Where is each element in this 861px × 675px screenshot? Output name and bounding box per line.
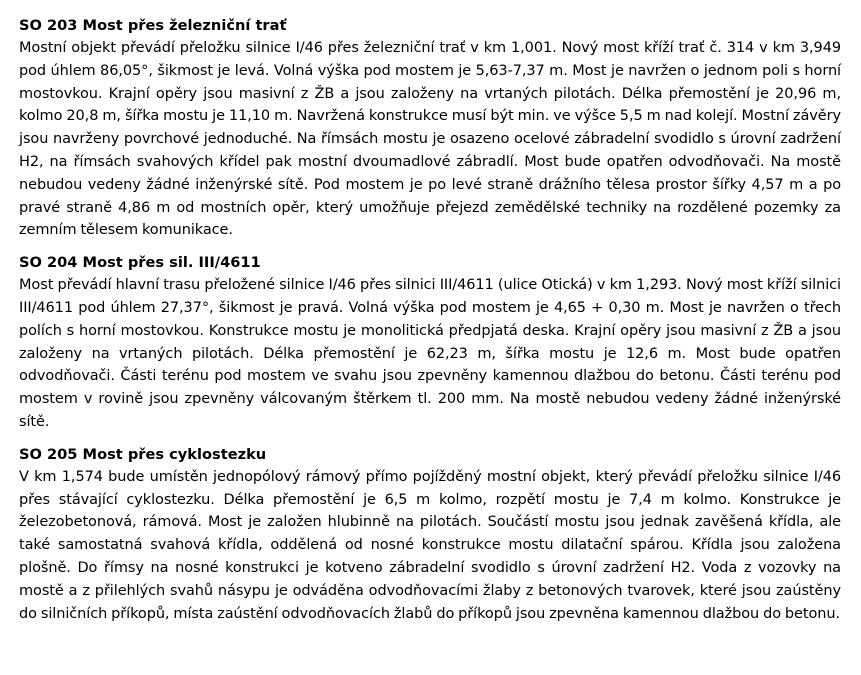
section-heading: SO 205 Most přes cyklostezku bbox=[19, 445, 267, 463]
section-so-203 bbox=[19, 16, 841, 242]
section-so-205 bbox=[19, 445, 841, 626]
section-so-204 bbox=[19, 253, 841, 434]
section-paragraph: V km 1,574 bude umístěn jednopólový rámový přímo pojížděný mostní objekt, který převádí přeložku silnice I/46 přes stávající cyklostezku. Délka přemostění je 6,5 m kolmo, rozpětí mostu je 7,4 m kolmo. Konstrukce je železobetonová, rámová. Most je založen hlubinně na pilotách. Součástí mostu jsou jednak zavěšená křídla, ale také samostatná svahová křídla, oddělená od nosné konstrukce mostu dilatační spárou. Křídla jsou založena plošně. Do římsy na nosné konstrukci je kotveno zábradelní svodidlo s úrovní zadržení H2. Voda z vozovky na mostě a z přilehlých svahů násypu je odváděna odvodňovacími žlaby z betonových tvarovek, které jsou zaústěny do silničních příkopů, místa zaústění odvodňovacích žlabů do příkopů jsou zpevněna kamennou dlažbou do betonu. bbox=[19, 468, 841, 622]
section-paragraph: Mostní objekt převádí přeložku silnice I/46 přes železniční trať v km 1,001. Nový most kříží trať č. 314 v km 3,949 pod úhlem 86,05°, šikmost je levá. Volná výška pod mostem je 5,63-7,37 m. Most je navržen o jednom poli s horní mostovkou. Krajní opěry jsou masivní z ŽB a jsou založeny na vrtaných pilotách. Délka přemostění je 20,96 m, kolmo 20,8 m, šířka mostu je 11,10 m. Navržená konstrukce musí být min. ve výšce 5,5 m nad kolejí. Mostní závěry jsou navrženy povrchové jednoduché. Na římsách mostu je osazeno ocelové zábradelní svodidlo s úrovní zadržení H2, na římsách svahových křídel pak mostní dvoumadlové zábradlí. Most bude opatřen odvodňovači. Na mostě nebudou vedeny žádné inženýrské sítě. Pod mostem je po levé straně drážního tělesa prostor šířky 4,57 m a po pravé straně 4,86 m od mostních opěr, který umožňuje přejezd zemědělské techniky na rozdělené pozemky za zemním tělesem komunikace. bbox=[19, 40, 841, 239]
section-heading: SO 204 Most přes sil. III/4611 bbox=[19, 254, 261, 272]
section-heading: SO 203 Most přes železniční trať bbox=[19, 17, 287, 34]
section-paragraph: Most převádí hlavní trasu přeložené silnice I/46 přes silnici III/4611 (ulice Otická) v km 1,293. Nový most kříží silnici III/4611 pod úhlem 27,37°, šikmost je pravá. Volná výška pod mostem je 4,65 + 0,30 m. Most je navržen o třech polích s horní mostovkou. Konstrukce mostu je monolitická předpjatá deska. Krajní opěry jsou masivní z ŽB a jsou založeny na vrtaných pilotách. Délka přemostění je 62,23 m, šířka mostu je 12,6 m. Most bude opatřen odvodňovači. Části terénu pod mostem ve svahu jsou zpevněny kamennou dlažbou do betonu. Části terénu pod mostem v rovině jsou zpevněny válcovaným štěrkem tl. 200 mm. Na mostě nebudou vedeny žádné inženýrské sítě. bbox=[19, 277, 841, 430]
